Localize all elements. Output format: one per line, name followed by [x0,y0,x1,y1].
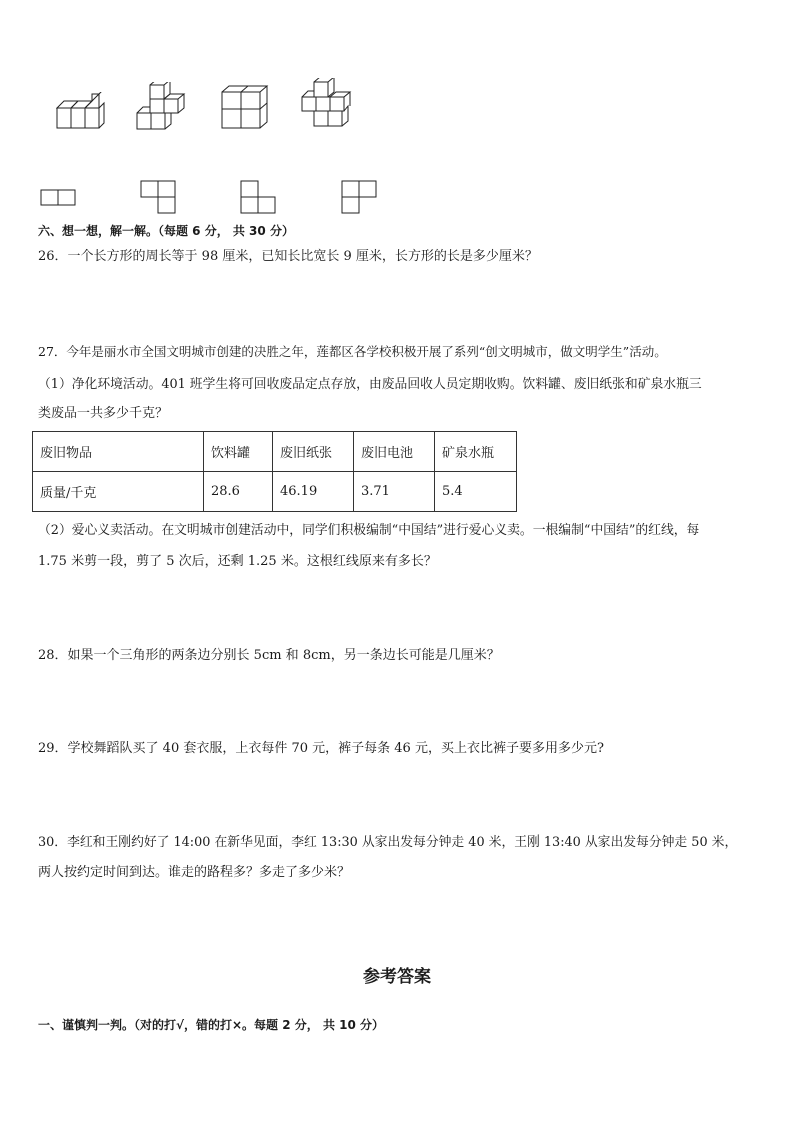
table-cell: 46.19 [273,472,354,512]
question-26: 26．一个长方形的周长等于 98 厘米，已知长比宽长 9 厘米，长方形的长是多少厘米？ [38,249,538,264]
question-27-part1-line1: （1）净化环境活动。401 班学生将可回收废品定点存放，由废品回收人员定期收购。饮料罐、废旧纸张和矿泉水瓶三 [38,377,702,392]
question-30-line2: 两人按约定时间到达。谁走的路程多？多走了多少米？ [38,865,351,880]
table-header-cell: 矿泉水瓶 [435,432,517,472]
table-cell: 28.6 [204,472,273,512]
view-figure-3 [240,180,276,214]
table-header-cell: 废旧纸张 [273,432,354,472]
table-cell: 质量/千克 [33,472,204,512]
table-header-cell: 饮料罐 [204,432,273,472]
view-figure-2 [140,180,176,214]
cube-figure-2 [136,82,188,132]
table-cell: 3.71 [354,472,435,512]
table-header-row [33,432,517,472]
section-heading: 六、想一想，解一解。（每题 6 分， 共 30 分） [38,224,294,238]
question-28: 28．如果一个三角形的两条边分别长 5cm 和 8cm，另一条边长可能是几厘米？ [38,648,500,663]
cube-figure-3 [220,84,270,130]
answers-section-heading: 一、谨慎判一判。（对的打√，错的打×。每题 2 分， 共 10 分） [38,1018,384,1032]
cube-figure-1 [56,92,106,130]
question-27-part1-line2: 类废品一共多少千克？ [38,406,169,421]
waste-table [32,431,517,512]
cube-figure-4 [300,78,355,130]
question-30-line1: 30．李红和王刚约好了 14:00 在新华见面，李红 13:30 从家出发每分钟走 40 米，王刚 13:40 从家出发每分钟走 50 米， [38,835,738,850]
answers-title: 参考答案 [363,967,431,987]
question-27-intro: 27．今年是丽水市全国文明城市创建的决胜之年，莲都区各学校积极开展了系列“创文明城市，做文明学生”活动。 [38,344,667,359]
view-figure-1 [40,189,76,207]
table-row [33,472,517,512]
view-figure-4 [341,180,377,214]
table-header-cell: 废旧电池 [354,432,435,472]
question-27-part2-line2: 1.75 米剪一段，剪了 5 次后，还剩 1.25 米。这根红线原来有多长？ [38,554,437,569]
table-header-cell: 废旧物品 [33,432,204,472]
question-29: 29．学校舞蹈队买了 40 套衣服，上衣每件 70 元，裤子每条 46 元，买上衣比裤子要多用多少元? [38,741,604,756]
question-27-part2-line1: （2）爱心义卖活动。在文明城市创建活动中，同学们积极编制“中国结”进行爱心义卖。一根编制“中国结”的红线，每 [38,523,700,538]
table-cell: 5.4 [435,472,517,512]
